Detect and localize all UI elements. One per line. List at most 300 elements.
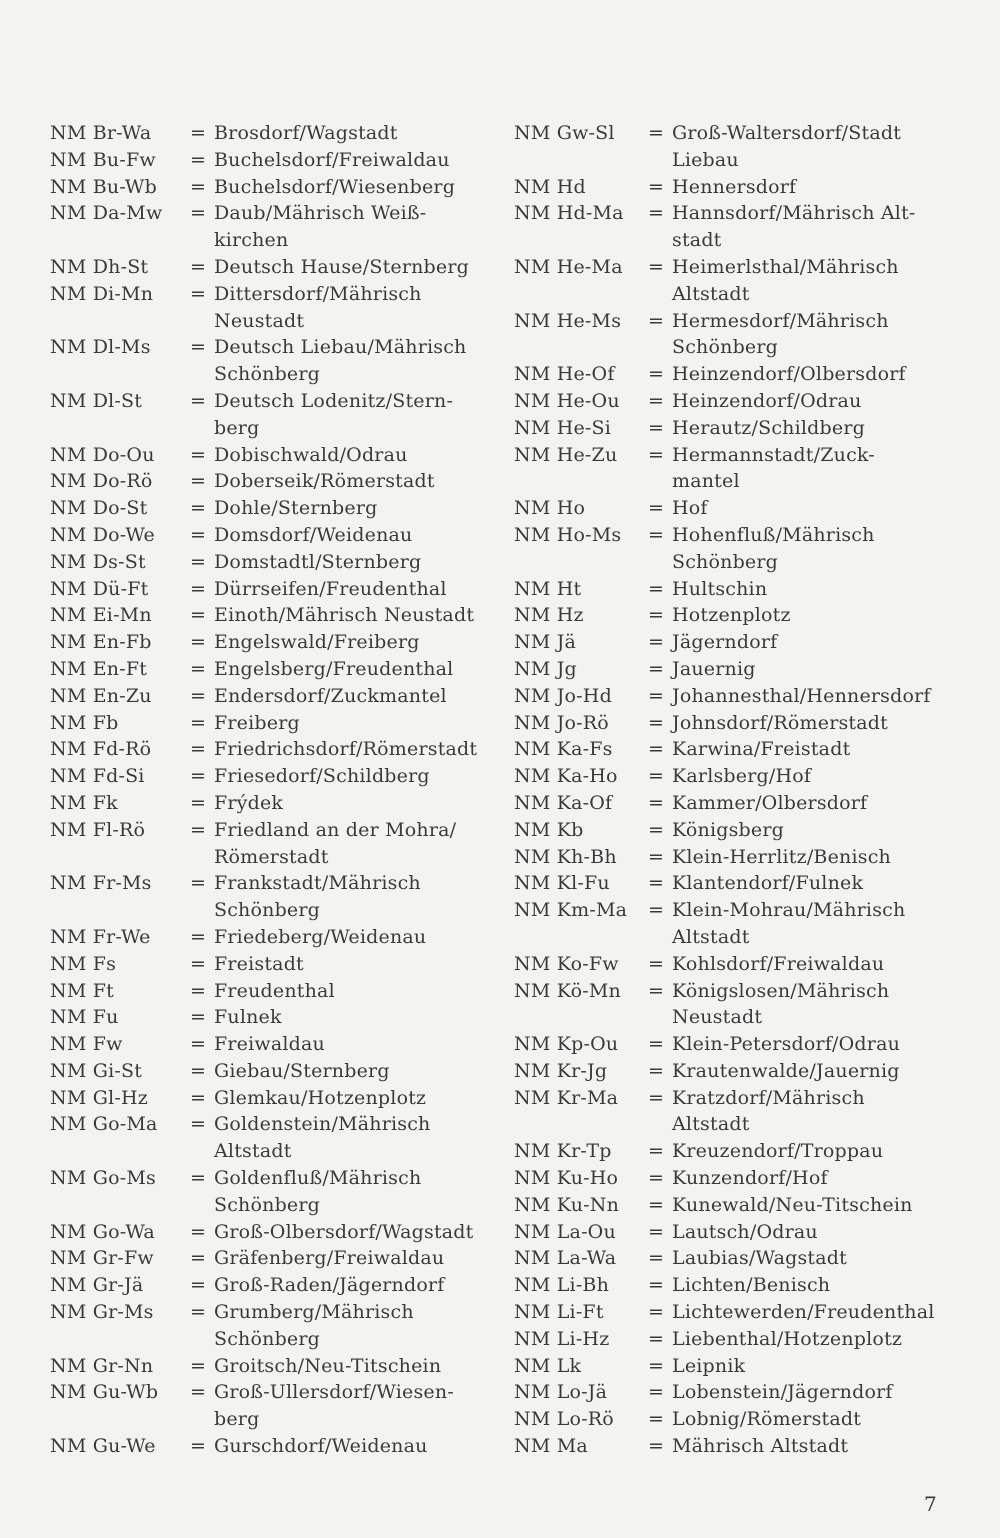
entry-place: Kratzdorf/Mährisch Altstadt <box>672 1086 865 1136</box>
equals-sign: = <box>648 1193 665 1216</box>
page-number: 7 <box>924 1492 937 1516</box>
entry-code: NM Jo-Rö <box>514 711 609 734</box>
entry-place: Goldenstein/Mährisch Altstadt <box>214 1113 431 1163</box>
abbreviation-entry <box>514 442 954 496</box>
abbreviation-entry <box>514 1138 954 1165</box>
abbreviation-entry <box>514 1353 954 1380</box>
abbreviation-entry <box>50 1379 500 1433</box>
abbreviation-entry <box>514 174 954 201</box>
abbreviation-entry <box>514 1299 954 1326</box>
abbreviation-entry <box>514 254 954 308</box>
equals-sign: = <box>190 1435 207 1458</box>
entry-place: Dürrseifen/Freudenthal <box>214 577 447 600</box>
equals-sign: = <box>648 738 665 761</box>
abbreviation-entry <box>514 1085 954 1139</box>
abbreviation-entry <box>50 1272 500 1299</box>
entry-place: Hermannstadt/Zuck- mantel <box>672 443 875 493</box>
equals-sign: = <box>648 604 665 627</box>
entry-code: NM Gr-Jä <box>50 1274 144 1297</box>
equals-sign: = <box>190 818 207 841</box>
entry-place: Groß-Olbersdorf/Wagstadt <box>214 1220 474 1243</box>
entry-place: Herautz/Schildberg <box>672 416 865 439</box>
equals-sign: = <box>190 1247 207 1270</box>
entry-place: Johnsdorf/Römerstadt <box>672 711 888 734</box>
equals-sign: = <box>648 1381 665 1404</box>
entry-place: Jägerndorf <box>672 631 778 654</box>
entry-place: Kammer/Olbersdorf <box>672 791 868 814</box>
entry-code: NM Hd-Ma <box>514 202 624 225</box>
entry-code: NM Dü-Ft <box>50 577 149 600</box>
equals-sign: = <box>190 282 207 305</box>
equals-sign: = <box>648 1354 665 1377</box>
abbreviation-entry <box>514 763 954 790</box>
entry-place: Brosdorf/Wagstadt <box>214 122 398 144</box>
entry-place: Endersdorf/Zuckmantel <box>214 684 447 707</box>
entry-place: Buchelsdorf/Wiesenberg <box>214 175 456 198</box>
entry-code: NM Gi-St <box>50 1059 143 1082</box>
entry-code: NM La-Ou <box>514 1220 616 1243</box>
entry-code: NM Gr-Nn <box>50 1354 154 1377</box>
abbreviation-entry <box>50 1433 500 1460</box>
equals-sign: = <box>190 952 207 975</box>
abbreviation-entry <box>514 1326 954 1353</box>
entry-code: NM Kh-Bh <box>514 845 617 868</box>
abbreviation-entry <box>514 1219 954 1246</box>
entry-code: NM Go-Wa <box>50 1220 155 1243</box>
entry-place: Kunzendorf/Hof <box>672 1167 828 1190</box>
equals-sign: = <box>190 443 207 466</box>
abbreviation-entry <box>50 1299 500 1353</box>
entry-code: NM Bu-Fw <box>50 148 156 171</box>
entry-place: Freiwaldau <box>214 1033 325 1056</box>
entry-place: Krautenwalde/Jauernig <box>672 1059 900 1082</box>
entry-code: NM Hd <box>514 175 586 198</box>
entry-place: Klein-Herrlitz/Benisch <box>672 845 891 868</box>
entry-code: NM Ma <box>514 1435 588 1458</box>
abbreviation-entry <box>514 602 954 629</box>
abbreviation-entry <box>50 495 500 522</box>
equals-sign: = <box>648 1247 665 1270</box>
abbreviation-entry <box>50 951 500 978</box>
entry-place: Friedeberg/Weidenau <box>214 925 427 948</box>
equals-sign: = <box>648 497 665 520</box>
equals-sign: = <box>190 336 207 359</box>
entry-place: Freistadt <box>214 952 304 975</box>
entry-code: NM Bu-Wb <box>50 175 157 198</box>
entry-code: NM He-Si <box>514 416 612 439</box>
abbreviation-entry <box>50 1085 500 1112</box>
equals-sign: = <box>648 818 665 841</box>
entry-code: NM Ka-Ho <box>514 765 618 788</box>
entry-code: NM En-Ft <box>50 657 148 680</box>
abbreviation-entry <box>50 549 500 576</box>
entry-place: Kunewald/Neu-Titschein <box>672 1193 913 1216</box>
equals-sign: = <box>190 1086 207 1109</box>
equals-sign: = <box>190 497 207 520</box>
abbreviation-entry <box>514 388 954 415</box>
entry-place: Fulnek <box>214 1006 282 1029</box>
equals-sign: = <box>190 470 207 493</box>
entry-place: Groß-Waltersdorf/Stadt Liebau <box>672 122 902 171</box>
entry-place: Karwina/Freistadt <box>672 738 851 761</box>
equals-sign: = <box>190 1113 207 1136</box>
equals-sign: = <box>648 523 665 546</box>
entry-code: NM Ko-Fw <box>514 952 619 975</box>
entry-code: NM Jo-Hd <box>514 684 612 707</box>
entry-code: NM Go-Ma <box>50 1113 158 1136</box>
equals-sign: = <box>648 255 665 278</box>
entry-place: Mährisch Altstadt <box>672 1435 849 1458</box>
equals-sign: = <box>190 175 207 198</box>
entry-place: Doberseik/Römerstadt <box>214 470 435 493</box>
equals-sign: = <box>648 952 665 975</box>
entry-code: NM Gw-Sl <box>514 122 615 144</box>
equals-sign: = <box>190 577 207 600</box>
equals-sign: = <box>648 979 665 1002</box>
equals-sign: = <box>190 122 207 144</box>
equals-sign: = <box>648 1274 665 1297</box>
entry-place: Dittersdorf/Mährisch Neustadt <box>214 282 422 332</box>
abbreviation-entry <box>50 1031 500 1058</box>
abbreviation-entry <box>50 924 500 951</box>
entry-code: NM Kp-Ou <box>514 1033 619 1056</box>
entry-code: NM Ka-Fs <box>514 738 613 761</box>
abbreviation-entry <box>50 736 500 763</box>
abbreviation-entry <box>514 1031 954 1058</box>
entry-code: NM Lo-Rö <box>514 1408 614 1431</box>
entry-place: Lobenstein/Jägerndorf <box>672 1381 893 1404</box>
entry-code: NM Gu-We <box>50 1435 156 1458</box>
entry-code: NM Da-Mw <box>50 202 163 225</box>
entry-place: Engelsberg/Freudenthal <box>214 657 454 680</box>
entry-code: NM Fu <box>50 1006 119 1029</box>
entry-code: NM Gr-Fw <box>50 1247 154 1270</box>
entry-place: Hof <box>672 497 708 520</box>
abbreviation-entry <box>50 200 500 254</box>
abbreviation-entry <box>514 576 954 603</box>
entry-code: NM Dh-St <box>50 255 149 278</box>
equals-sign: = <box>648 389 665 412</box>
equals-sign: = <box>190 684 207 707</box>
abbreviation-entry <box>514 415 954 442</box>
equals-sign: = <box>190 657 207 680</box>
equals-sign: = <box>648 363 665 386</box>
entry-code: NM Ht <box>514 577 582 600</box>
entry-place: Heimerlsthal/Mährisch Altstadt <box>672 255 899 305</box>
entry-place: Hannsdorf/Mährisch Alt- stadt <box>672 202 916 252</box>
entry-code: NM Gr-Ms <box>50 1301 154 1324</box>
entry-code: NM Do-St <box>50 497 148 520</box>
equals-sign: = <box>648 631 665 654</box>
entry-code: NM Ku-Ho <box>514 1167 619 1190</box>
entry-code: NM He-Ma <box>514 255 623 278</box>
equals-sign: = <box>648 416 665 439</box>
entry-place: Freudenthal <box>214 979 335 1002</box>
entry-code: NM Kr-Ma <box>514 1086 619 1109</box>
entry-code: NM Fd-Si <box>50 765 145 788</box>
abbreviation-entry <box>514 817 954 844</box>
equals-sign: = <box>190 1033 207 1056</box>
abbreviation-entry <box>514 1433 954 1460</box>
entry-code: NM Ku-Nn <box>514 1193 620 1216</box>
equals-sign: = <box>648 765 665 788</box>
abbreviation-entry <box>514 683 954 710</box>
equals-sign: = <box>190 711 207 734</box>
entry-place: Freiberg <box>214 711 300 734</box>
entry-place: Königslosen/Mährisch Neustadt <box>672 979 890 1029</box>
entry-code: NM Fk <box>50 791 118 814</box>
equals-sign: = <box>648 845 665 868</box>
equals-sign: = <box>190 1167 207 1190</box>
equals-sign: = <box>648 1033 665 1056</box>
entry-place: Kreuzendorf/Troppau <box>672 1140 884 1163</box>
entry-place: Frankstadt/Mährisch Schönberg <box>214 872 421 922</box>
entry-place: Lichten/Benisch <box>672 1274 831 1297</box>
entry-code: NM Kö-Mn <box>514 979 621 1002</box>
entry-place: Hultschin <box>672 577 768 600</box>
entry-code: NM Fl-Rö <box>50 818 146 841</box>
entry-code: NM Fb <box>50 711 119 734</box>
abbreviation-entry <box>50 602 500 629</box>
abbreviation-entry <box>50 334 500 388</box>
entry-place: Goldenfluß/Mährisch Schönberg <box>214 1167 422 1216</box>
equals-sign: = <box>190 979 207 1002</box>
abbreviation-entry <box>50 710 500 737</box>
entry-place: Laubias/Wagstadt <box>672 1247 847 1270</box>
entry-place: Friesedorf/Schildberg <box>214 765 430 788</box>
equals-sign: = <box>648 1059 665 1082</box>
equals-sign: = <box>190 1274 207 1297</box>
abbreviation-entry <box>514 495 954 522</box>
entry-code: NM Kb <box>514 818 584 841</box>
abbreviation-entry <box>50 468 500 495</box>
entry-code: NM En-Fb <box>50 631 152 654</box>
equals-sign: = <box>648 711 665 734</box>
entry-place: Buchelsdorf/Freiwaldau <box>214 148 450 171</box>
entry-place: Groß-Raden/Jägerndorf <box>214 1274 445 1297</box>
entry-code: NM Li-Ft <box>514 1301 604 1324</box>
entry-place: Klein-Petersdorf/Odrau <box>672 1033 901 1056</box>
entry-code: NM Do-Ou <box>50 443 155 466</box>
abbreviation-entry <box>514 200 954 254</box>
entry-place: Lautsch/Odrau <box>672 1220 818 1243</box>
entry-code: NM Di-Mn <box>50 282 154 305</box>
abbreviation-entry <box>50 120 500 147</box>
abbreviation-entry <box>50 147 500 174</box>
entry-code: NM He-Zu <box>514 443 618 466</box>
abbreviation-entry <box>50 683 500 710</box>
equals-sign: = <box>648 1327 665 1350</box>
entry-place: Gurschdorf/Weidenau <box>214 1435 428 1458</box>
entry-place: Leipnik <box>672 1354 746 1377</box>
entry-place: Deutsch Lodenitz/Stern- berg <box>214 389 454 439</box>
abbreviation-entry <box>514 1058 954 1085</box>
abbreviation-entry <box>514 656 954 683</box>
entry-code: NM Gu-Wb <box>50 1381 159 1404</box>
entry-code: NM Ho <box>514 497 586 520</box>
abbreviation-entry <box>514 522 954 576</box>
entry-code: NM Dl-St <box>50 389 143 412</box>
abbreviation-entry <box>50 281 500 335</box>
entry-code: NM Jg <box>514 657 577 680</box>
abbreviation-entry <box>50 629 500 656</box>
abbreviation-entry <box>514 897 954 951</box>
abbreviation-entry <box>50 1165 500 1219</box>
entry-place: Dobischwald/Odrau <box>214 443 408 466</box>
entry-place: Hermesdorf/Mährisch Schönberg <box>672 309 889 359</box>
entry-place: Glemkau/Hotzenplotz <box>214 1086 427 1109</box>
entry-place: Deutsch Liebau/Mährisch Schönberg <box>214 336 467 386</box>
entry-code: NM Kr-Jg <box>514 1059 608 1082</box>
abbreviation-entry <box>514 1272 954 1299</box>
equals-sign: = <box>648 577 665 600</box>
entry-place: Heinzendorf/Odrau <box>672 389 862 412</box>
abbreviation-entry <box>50 790 500 817</box>
entry-place: Hennersdorf <box>672 175 797 198</box>
abbreviation-entry <box>514 361 954 388</box>
entry-code: NM Fw <box>50 1033 123 1056</box>
abbreviation-entry <box>50 522 500 549</box>
entry-code: NM Kl-Fu <box>514 872 610 895</box>
abbreviation-entry <box>514 1379 954 1406</box>
entry-code: NM Ho-Ms <box>514 523 622 546</box>
left-column <box>50 120 500 1460</box>
entry-code: NM Gl-Hz <box>50 1086 148 1109</box>
equals-sign: = <box>190 1059 207 1082</box>
equals-sign: = <box>190 255 207 278</box>
entry-place: Jauernig <box>672 657 756 680</box>
equals-sign: = <box>190 389 207 412</box>
entry-code: NM Lk <box>514 1354 582 1377</box>
equals-sign: = <box>648 309 665 332</box>
equals-sign: = <box>190 550 207 573</box>
entry-place: Groitsch/Neu-Titschein <box>214 1354 442 1377</box>
entry-place: Einoth/Mährisch Neustadt <box>214 604 475 627</box>
equals-sign: = <box>190 1381 207 1404</box>
abbreviation-entry <box>514 308 954 362</box>
right-column <box>514 120 954 1460</box>
entry-place: Klantendorf/Fulnek <box>672 872 864 895</box>
equals-sign: = <box>190 1220 207 1243</box>
entry-place: Lichtewerden/Freudenthal <box>672 1301 935 1324</box>
equals-sign: = <box>648 657 665 680</box>
entry-place: Heinzendorf/Olbersdorf <box>672 363 906 386</box>
abbreviation-entry <box>514 710 954 737</box>
abbreviation-entry <box>514 978 954 1032</box>
abbreviation-entry <box>50 576 500 603</box>
equals-sign: = <box>190 925 207 948</box>
abbreviation-entry <box>50 1111 500 1165</box>
abbreviation-entry <box>50 763 500 790</box>
entry-code: NM Do-Rö <box>50 470 153 493</box>
entry-code: NM Ft <box>50 979 114 1002</box>
abbreviation-entry <box>514 1165 954 1192</box>
equals-sign: = <box>648 1435 665 1458</box>
equals-sign: = <box>190 604 207 627</box>
entry-code: NM Li-Hz <box>514 1327 610 1350</box>
entry-place: Frýdek <box>214 791 284 814</box>
equals-sign: = <box>648 791 665 814</box>
abbreviation-entry <box>50 1219 500 1246</box>
entry-code: NM Lo-Jä <box>514 1381 608 1404</box>
abbreviation-entry <box>50 870 500 924</box>
abbreviation-entry <box>514 1192 954 1219</box>
equals-sign: = <box>648 1408 665 1431</box>
equals-sign: = <box>190 148 207 171</box>
entry-code: NM Dl-Ms <box>50 336 151 359</box>
entry-place: Grumberg/Mährisch Schönberg <box>214 1301 414 1350</box>
equals-sign: = <box>190 631 207 654</box>
entry-code: NM Do-We <box>50 523 155 546</box>
entry-code: NM Fd-Rö <box>50 738 152 761</box>
equals-sign: = <box>190 765 207 788</box>
entry-code: NM Li-Bh <box>514 1274 610 1297</box>
equals-sign: = <box>190 872 207 895</box>
abbreviation-entry <box>514 844 954 871</box>
entry-place: Dohle/Sternberg <box>214 497 378 520</box>
entry-code: NM En-Zu <box>50 684 152 707</box>
abbreviation-entry <box>50 1245 500 1272</box>
abbreviation-entry <box>514 629 954 656</box>
equals-sign: = <box>190 523 207 546</box>
entry-place: Johannesthal/Hennersdorf <box>672 684 931 707</box>
entry-code: NM La-Wa <box>514 1247 617 1270</box>
abbreviation-entry <box>50 442 500 469</box>
equals-sign: = <box>648 872 665 895</box>
entry-place: Königsberg <box>672 818 785 841</box>
abbreviation-entry <box>514 790 954 817</box>
entry-code: NM Jä <box>514 631 577 654</box>
abbreviation-entry <box>50 388 500 442</box>
entry-place: Lobnig/Römerstadt <box>672 1408 862 1431</box>
equals-sign: = <box>648 1086 665 1109</box>
abbreviation-entry <box>50 817 500 871</box>
equals-sign: = <box>190 1301 207 1324</box>
entry-place: Hotzenplotz <box>672 604 791 627</box>
entry-place: Deutsch Hause/Sternberg <box>214 255 470 278</box>
equals-sign: = <box>190 202 207 225</box>
abbreviation-entry <box>514 1406 954 1433</box>
entry-place: Giebau/Sternberg <box>214 1059 390 1082</box>
entry-place: Friedrichsdorf/Römerstadt <box>214 738 478 761</box>
entry-place: Gräfenberg/Freiwaldau <box>214 1247 445 1270</box>
equals-sign: = <box>648 202 665 225</box>
abbreviation-entry <box>514 870 954 897</box>
equals-sign: = <box>648 1220 665 1243</box>
entry-code: NM Km-Ma <box>514 899 628 922</box>
abbreviation-entry <box>514 736 954 763</box>
entry-code: NM He-Ms <box>514 309 622 332</box>
entry-code: NM Ka-Of <box>514 791 613 814</box>
equals-sign: = <box>190 1354 207 1377</box>
entry-place: Liebenthal/Hotzenplotz <box>672 1327 903 1350</box>
entry-code: NM Fr-Ms <box>50 872 152 895</box>
entry-code: NM Br-Wa <box>50 122 152 144</box>
abbreviation-entry <box>50 1004 500 1031</box>
entry-place: Groß-Ullersdorf/Wiesen- berg <box>214 1381 454 1431</box>
entry-place: Klein-Mohrau/Mährisch Altstadt <box>672 899 906 948</box>
entry-code: NM Ds-St <box>50 550 146 573</box>
entry-place: Engelswald/Freiberg <box>214 631 420 654</box>
equals-sign: = <box>648 1301 665 1324</box>
equals-sign: = <box>648 684 665 707</box>
abbreviation-entry <box>514 1245 954 1272</box>
equals-sign: = <box>648 1167 665 1190</box>
entry-place: Domstadtl/Sternberg <box>214 550 422 573</box>
abbreviation-entry <box>50 1353 500 1380</box>
equals-sign: = <box>190 791 207 814</box>
abbreviation-entry <box>50 656 500 683</box>
